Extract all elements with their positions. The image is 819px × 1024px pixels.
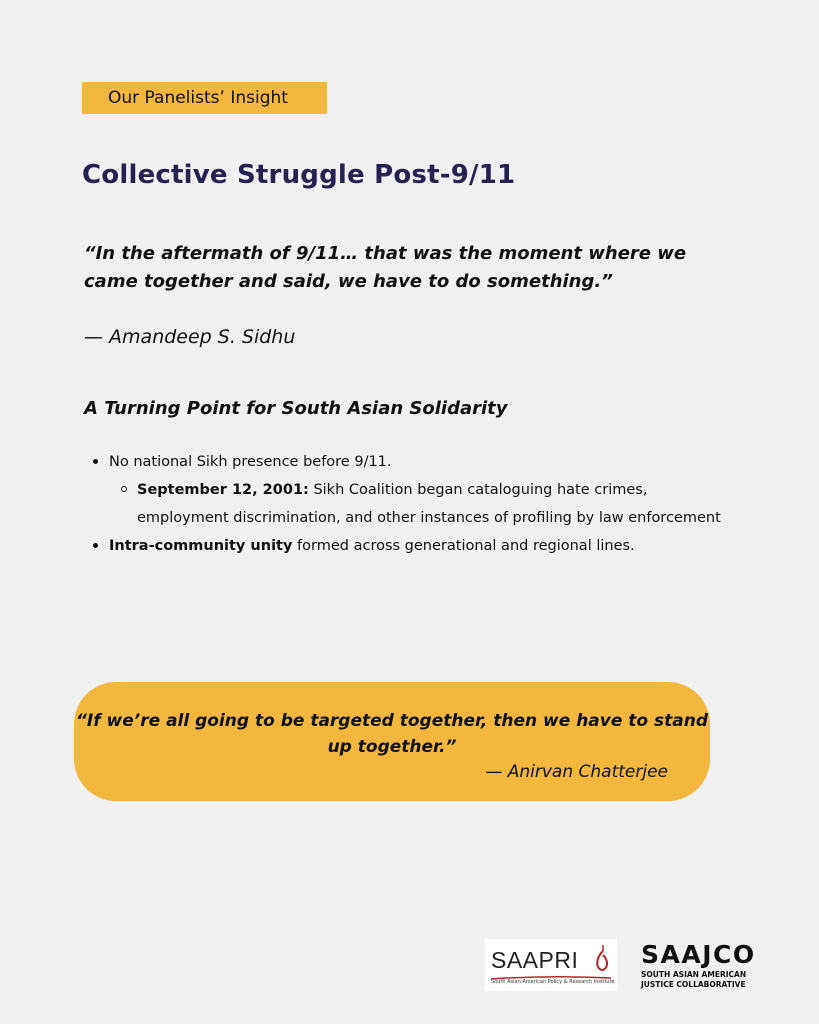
- bullet-text: No national Sikh presence before 9/11.: [109, 454, 392, 470]
- bullet-bold: Intra-community unity: [109, 538, 293, 554]
- callout-quote-box: [74, 682, 710, 801]
- callout-quote-attribution: — Anirvan Chatterjee: [485, 762, 668, 782]
- saapri-wordmark: SAAPRI: [491, 947, 579, 973]
- featured-quote: “In the aftermath of 9/11… that was the moment where we came together and said, we have to do something.”: [84, 243, 687, 292]
- sub-bullet-item: [84, 476, 724, 532]
- sub-bullet-bold: September 12, 2001:: [137, 482, 309, 498]
- saapri-emblem-icon: [593, 943, 611, 973]
- bullet-text: formed across generational and regional lines.: [292, 538, 635, 554]
- saapri-logo: [485, 939, 617, 991]
- saajco-wordmark: SAAJCO: [641, 940, 756, 969]
- saajco-tagline-1: SOUTH ASIAN AMERICAN: [641, 970, 747, 979]
- section-subheading: A Turning Point for South Asian Solidarity: [84, 398, 508, 419]
- bullet-item: [84, 448, 724, 476]
- featured-quote-attribution: — Amandeep S. Sidhu: [84, 326, 296, 348]
- section-tag-label: Our Panelists’ Insight: [108, 88, 288, 108]
- callout-quote-text: “If we’re all going to be targeted together, then we have to stand up together.”: [75, 711, 709, 757]
- saajco-tagline-2: JUSTICE COLLABORATIVE: [641, 980, 746, 989]
- saajco-logo: [641, 941, 756, 990]
- sub-bullet-text: Sikh Coalition began cataloguing hate crimes, employment discrimination, and other instances of profiling by law enforcement: [137, 482, 721, 526]
- bullet-item: [84, 532, 724, 560]
- bullet-list: [84, 448, 724, 560]
- saapri-full-name: South Asian American Policy & Research Institute: [491, 979, 615, 985]
- section-tag: [82, 82, 327, 114]
- page-title: Collective Struggle Post-9/11: [82, 160, 516, 190]
